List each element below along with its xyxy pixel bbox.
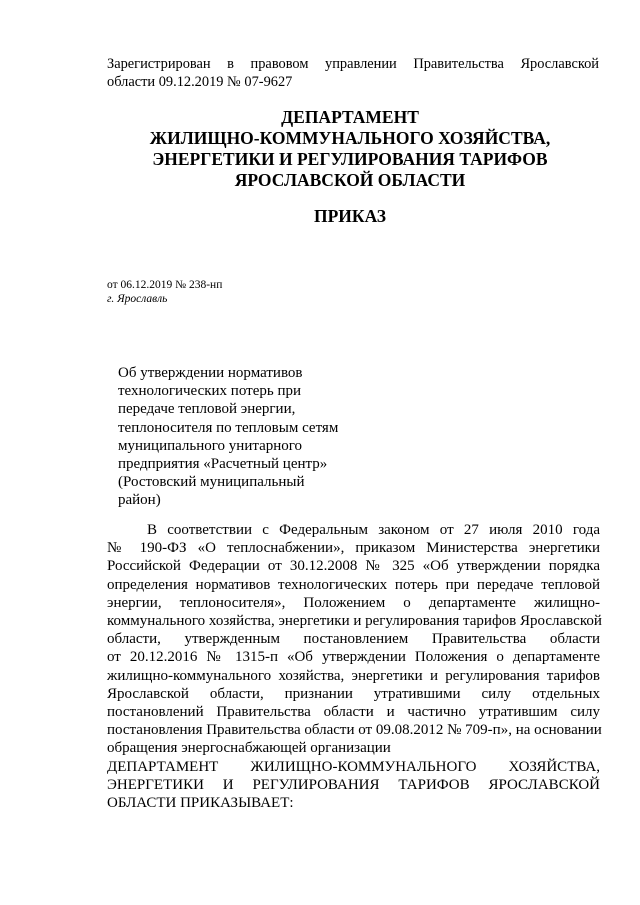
registration-line: области 09.12.2019 № 07-9627: [107, 74, 293, 90]
subject-line: теплоносителя по тепловым сетям: [118, 419, 339, 436]
body-line: постановления Правительства области от 09.08.2012 № 709-п», на основании: [107, 722, 602, 739]
body-line: энергии, теплоносителя», Положением о департаменте жилищно-: [107, 594, 600, 611]
registration-line: Зарегистрирован в правовом управлении Правительства Ярославской: [107, 56, 599, 72]
body-line: жилищно-коммунального хозяйства, энергетики и регулирования тарифов: [107, 667, 600, 684]
order-date-number: от 06.12.2019 № 238-нп: [107, 279, 223, 291]
body-line: постановлений Правительства области и частично утратившим силу: [107, 704, 600, 721]
subject-line: технологических потерь при: [118, 383, 301, 400]
body-line: Ярославской области, признании утратившими силу отдельных: [107, 685, 600, 702]
body-line: ДЕПАРТАМЕНТ ЖИЛИЩНО-КОММУНАЛЬНОГО ХОЗЯЙСТВА,: [107, 758, 600, 775]
department-title: [100, 107, 600, 191]
subject-line: Об утверждении нормативов: [118, 365, 303, 381]
subject-line: предприятия «Расчетный центр»: [118, 456, 328, 473]
body-line: обращения энергоснабжающей организации: [107, 740, 391, 757]
body-line: № 190-ФЗ «О теплоснабжении», приказом Министерства энергетики: [107, 540, 600, 557]
department-line: ЯРОСЛАВСКОЙ ОБЛАСТИ: [234, 170, 466, 190]
order-body: [107, 521, 600, 812]
order-title: ПРИКАЗ: [313, 206, 387, 226]
department-line: ЭНЕРГЕТИКИ И РЕГУЛИРОВАНИЯ ТАРИФОВ: [152, 149, 548, 169]
body-line: В соответствии с Федеральным законом от 27 июля 2010 года: [147, 522, 600, 538]
subject-line: район): [118, 492, 161, 509]
body-line: Российской Федерации от 30.12.2008 № 325 «Об утверждении порядка: [107, 558, 600, 575]
body-line: ОБЛАСТИ ПРИКАЗЫВАЕТ:: [107, 795, 294, 812]
body-line: ЭНЕРГЕТИКИ И РЕГУЛИРОВАНИЯ ТАРИФОВ ЯРОСЛАВСКОЙ: [107, 776, 600, 793]
order-meta: [107, 278, 222, 306]
subject-line: муниципального унитарного: [118, 437, 303, 454]
subject-line: (Ростовский муниципальный: [118, 474, 305, 491]
body-line: от 20.12.2016 № 1315-п «Об утверждении Положения о департаменте: [107, 649, 600, 666]
body-line: области, утвержденным постановлением Правительства области: [107, 631, 600, 648]
body-line: коммунального хозяйства, энергетики и регулирования тарифов Ярославской: [107, 613, 602, 630]
registration-note: [107, 55, 599, 91]
order-place: г. Ярославль: [107, 293, 168, 305]
body-line: определения нормативов технологических потерь при передаче тепловой: [107, 576, 600, 593]
department-line: ДЕПАРТАМЕНТ: [281, 107, 419, 127]
subject-line: передаче тепловой энергии,: [118, 401, 296, 418]
department-line: ЖИЛИЩНО-КОММУНАЛЬНОГО ХОЗЯЙСТВА,: [149, 128, 551, 148]
order-subject: [118, 364, 358, 510]
